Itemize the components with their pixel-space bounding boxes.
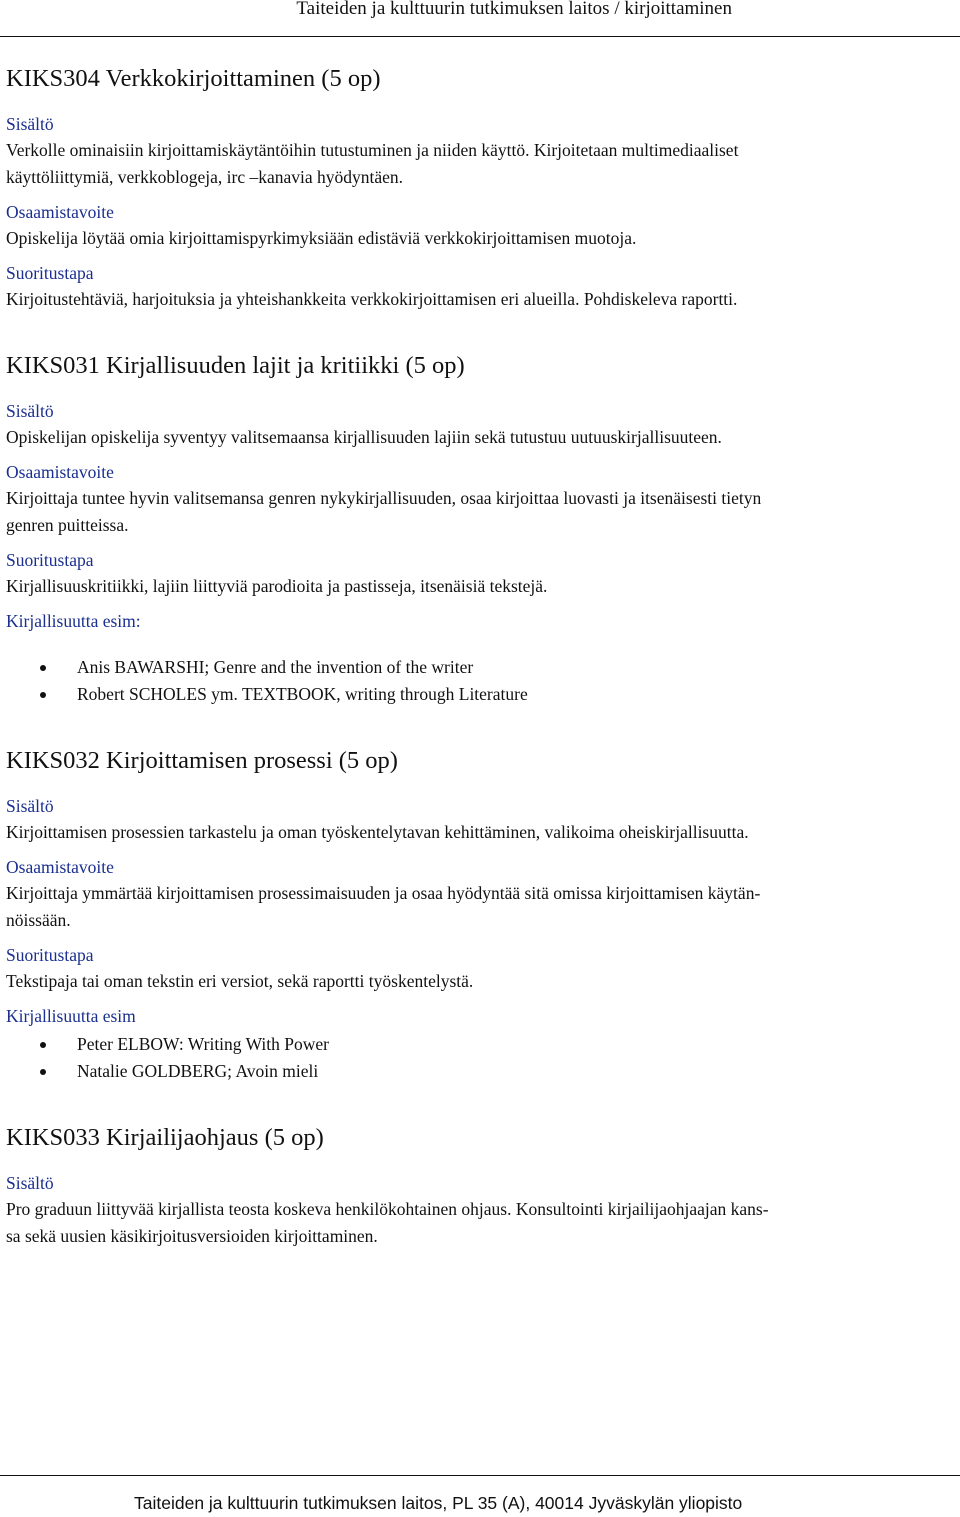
- goal-label: Osaamistavoite: [6, 202, 114, 222]
- course-title: KIKS033 Kirjailijaohjaus (5 op): [6, 1124, 324, 1151]
- method-label: Suoritustapa: [6, 263, 94, 283]
- content-line: Kirjoittamisen prosessien tarkastelu ja oman työskentelytavan kehittäminen, valikoima oheiskirjallisuutta.: [6, 822, 749, 842]
- method-line: Tekstipaja tai oman tekstin eri versiot, sekä raportti työskentelystä.: [6, 971, 474, 991]
- course-list: [6, 62, 954, 1250]
- course-title: KIKS304 Verkkokirjoittaminen (5 op): [6, 65, 381, 92]
- book-list: [6, 654, 954, 708]
- goal-line: Kirjoittaja ymmärtää kirjoittamisen prosessimaisuuden ja osaa hyödyntää sitä omissa kirjoittamisen käytän-: [6, 883, 761, 903]
- page-footer: Taiteiden ja kulttuurin tutkimuksen laitos, PL 35 (A), 40014 Jyväskylän yliopisto: [134, 1493, 743, 1513]
- content-label: Sisältö: [6, 114, 54, 134]
- goal-label: Osaamistavoite: [6, 857, 114, 877]
- content-line: käyttöliittymiä, verkkoblogeja, irc –kanavia hyödyntäen.: [6, 167, 404, 187]
- books-label: Kirjallisuutta esim: [6, 1006, 136, 1026]
- course-kiks304: [6, 62, 954, 313]
- header-title: Taiteiden ja kulttuurin tutkimuksen laitos / kirjoittaminen: [296, 0, 732, 19]
- list-item: Robert SCHOLES ym. TEXTBOOK, writing through Literature: [6, 681, 954, 708]
- list-item: Natalie GOLDBERG; Avoin mieli: [6, 1058, 954, 1085]
- content-label: Sisältö: [6, 796, 54, 816]
- content-label: Sisältö: [6, 1173, 54, 1193]
- content-line: Opiskelijan opiskelija syventyy valitsemaansa kirjallisuuden lajiin sekä tutustuu uutuuskirjallisuuteen.: [6, 427, 722, 447]
- method-line: Kirjoitustehtäviä, harjoituksia ja yhteishankkeita verkkokirjoittamisen eri alueilla. Pohdiskeleva raportti.: [6, 289, 738, 309]
- bullet-icon: [40, 1069, 46, 1075]
- footer-divider: [0, 1475, 960, 1476]
- goal-line: nöissään.: [6, 910, 71, 930]
- book-list: [6, 1031, 954, 1085]
- bullet-icon: [40, 1042, 46, 1048]
- content-line: sa sekä uusien käsikirjoitusversioiden kirjoittaminen.: [6, 1226, 378, 1246]
- method-line: Kirjallisuuskritiikki, lajiin liittyviä parodioita ja pastisseja, itsenäisiä tekstejä.: [6, 576, 548, 596]
- content-line: Pro graduun liittyvää kirjallista teosta koskeva henkilökohtainen ohjaus. Konsultointi kirjailijaohjaajan kans-: [6, 1199, 769, 1219]
- goal-label: Osaamistavoite: [6, 462, 114, 482]
- bullet-icon: [40, 692, 46, 698]
- course-title: KIKS032 Kirjoittamisen prosessi (5 op): [6, 747, 398, 774]
- method-label: Suoritustapa: [6, 550, 94, 570]
- page-header: [0, 0, 960, 37]
- list-item: Anis BAWARSHI; Genre and the invention of the writer: [6, 654, 954, 681]
- course-title: KIKS031 Kirjallisuuden lajit ja kritiikki (5 op): [6, 352, 465, 379]
- books-label: Kirjallisuutta esim:: [6, 611, 141, 631]
- list-item: Peter ELBOW: Writing With Power: [6, 1031, 954, 1058]
- goal-line: genren puitteissa.: [6, 515, 129, 535]
- course-kiks033: [6, 1121, 954, 1250]
- course-kiks032: [6, 744, 954, 1085]
- content-label: Sisältö: [6, 401, 54, 421]
- course-kiks031: [6, 349, 954, 708]
- goal-line: Opiskelija löytää omia kirjoittamispyrkimyksiään edistäviä verkkokirjoittamisen muotoja.: [6, 228, 637, 248]
- bullet-icon: [40, 665, 46, 671]
- goal-line: Kirjoittaja tuntee hyvin valitsemansa genren nykykirjallisuuden, osaa kirjoittaa luovasti ja itsenäisesti tietyn: [6, 488, 762, 508]
- content-line: Verkolle ominaisiin kirjoittamiskäytäntöihin tutustuminen ja niiden käyttö. Kirjoitetaan multimediaaliset: [6, 140, 739, 160]
- method-label: Suoritustapa: [6, 945, 94, 965]
